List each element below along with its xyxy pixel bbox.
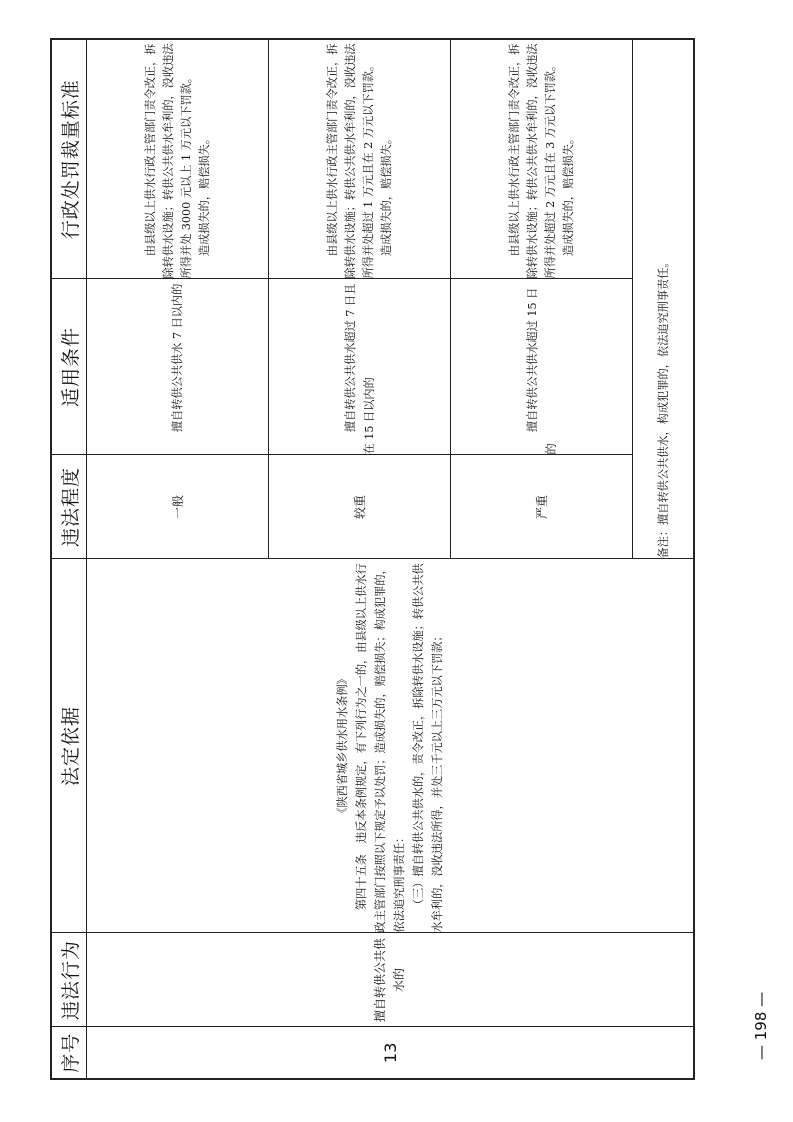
degree-cell: 严重 <box>451 455 633 559</box>
row-act: 擅自转供公共供水的 <box>87 933 695 1027</box>
header-row <box>51 39 87 1079</box>
standard-cell <box>87 39 269 279</box>
row-law <box>87 559 695 933</box>
header-condition: 适用条件 <box>51 279 87 455</box>
table-row <box>87 39 269 1079</box>
degree-cell: 较重 <box>269 455 451 559</box>
standard-line: 造成损失的，赔偿损失。 <box>561 133 575 257</box>
header-degree: 违法程度 <box>51 455 87 559</box>
note-cell: 备注：擅自转供公共供水，构成犯罪的，依法追究刑事责任。 <box>633 39 695 559</box>
condition-cell <box>451 279 633 455</box>
penalty-standard-table <box>50 38 695 1080</box>
law-paragraph: （三）擅自转供公共供水的，责令改正，拆除转供水设施；转供公共供水牟利的，没收违法所得，并处三千元以上三万元以下罚款； <box>412 563 444 933</box>
standard-cell <box>451 39 633 279</box>
standard-line: 由县级以上供水行政主管部门责令改正，拆除转供水设施；转供公共供水牟利的，没收违法所得并处 3000 元以上 1 万元以下罚款。 <box>143 43 193 279</box>
standard-line: 由县级以上供水行政主管部门责令改正，拆除转供水设施；转供公共供水牟利的，没收违法所得并处超过 2 万元且在 3 万元以下罚款。 <box>507 43 557 279</box>
header-act: 违法行为 <box>51 933 87 1027</box>
standard-line: 由县级以上供水行政主管部门责令改正，拆除转供水设施；转供公共供水牟利的，没收违法所得并处超过 1 万元且在 2 万元以下罚款。 <box>325 43 375 279</box>
condition-text: 擅自转供公共供水超过 15 日的 <box>525 287 558 455</box>
header-seq: 序号 <box>51 1027 87 1079</box>
header-standard: 行政处罚裁量标准 <box>51 39 87 279</box>
law-title: 《陕西省城乡供水用水条例》 <box>336 673 349 819</box>
row-seq: 13 <box>87 1027 695 1079</box>
standard-line: 造成损失的，赔偿损失。 <box>379 133 393 257</box>
law-paragraph: 第四十五条 违反本条例规定，有下列行为之一的，由县级以上供水行政主管部门按照以下规定予以处罚；造成损失的，赔偿损失；构成犯罪的，依法追究刑事责任： <box>355 563 406 933</box>
rotated-sheet <box>50 40 695 1080</box>
condition-cell <box>269 279 451 455</box>
condition-text: 擅自转供公共供水超过 7 日且在 15 日以内的 <box>343 283 376 455</box>
standard-cell <box>269 39 451 279</box>
condition-text: 擅自转供公共供水 7 日以内的 <box>171 283 184 433</box>
page-number: — 198 — <box>752 991 770 1060</box>
header-law: 法定依据 <box>51 559 87 933</box>
condition-cell <box>87 279 269 455</box>
degree-cell: 一般 <box>87 455 269 559</box>
standard-line: 造成损失的，赔偿损失。 <box>197 133 211 257</box>
